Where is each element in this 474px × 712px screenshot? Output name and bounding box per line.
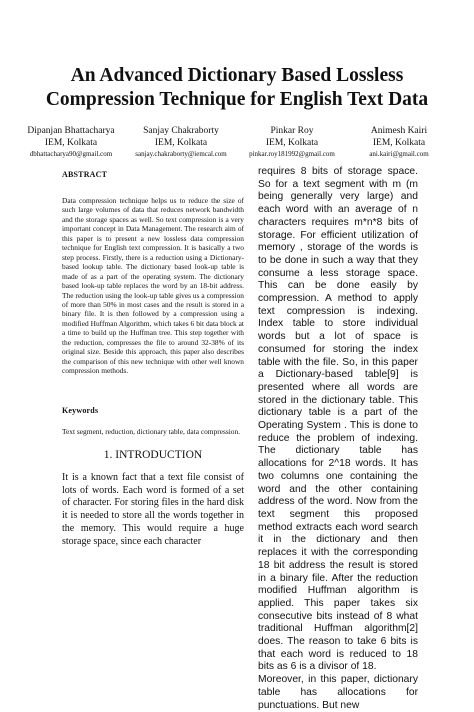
right-column-text xyxy=(258,166,418,712)
author-block xyxy=(340,126,458,159)
body-paragraph: Moreover, in this paper, dictionary table has allocations for punctuations. But new xyxy=(258,674,418,711)
abstract-heading: ABSTRACT xyxy=(62,170,108,179)
author-email: pinkar.roy181992@gmail.com xyxy=(249,150,335,158)
author-affiliation: IEM, Kolkata xyxy=(154,137,208,148)
paper-title xyxy=(0,64,474,112)
author-block xyxy=(122,126,240,159)
author-name: Pinkar Roy xyxy=(270,126,314,136)
abstract-text: Data compression technique helps us to reduce the size of such large volumes of data that reduces network bandwidth and the storage spaces as well. So text compression is a very important concept in Data Management. The research aim of this paper is to present a new lossless data compression technique for English text compression. It is basically a two step process. Firstly, there is a reduction using a Dictionary-based lookup table. The dictionary based look-up table is made of as a part of the operating system. The dictionary based look-up table replaces the word by an 18-bit address. The reduction using the look-up table gives us a compression of more than 50% in most cases and the result is stored in a binary file. It is then followed by a compression using a modified Huffman Algorithm, which takes 6 bit data block at a time to build up the Huffman tree. This step together with the reduction, compresses the file to around 32-38% of its original size. Beside this approach, this paper also describes the comparison of this new technique with other well known compression methods. xyxy=(62,196,244,376)
author-block xyxy=(240,126,344,159)
title-line-2: Compression Technique for English Text Data xyxy=(45,89,429,110)
author-block xyxy=(12,126,130,159)
author-affiliation: IEM, Kolkata xyxy=(44,137,98,148)
author-email: ani.kairi@gmail.com xyxy=(369,150,429,158)
keywords-text: Text segment, reduction, dictionary table, data compression. xyxy=(62,426,241,436)
author-name: Animesh Kairi xyxy=(370,126,428,136)
title-line-1: An Advanced Dictionary Based Lossless xyxy=(70,65,404,86)
keywords-heading: Keywords xyxy=(62,405,99,415)
left-column xyxy=(62,170,244,548)
introduction-text: It is a known fact that a text file consist of lots of words. Each word is formed of a set of character. For storing files in the hard disk it is needed to store all the words together in the memory. This would require a huge storage space, since each character xyxy=(62,472,244,547)
introduction-heading: 1. INTRODUCTION xyxy=(103,449,203,462)
author-email: sanjay.chakraborty@iemcal.com xyxy=(135,150,227,158)
right-column xyxy=(258,166,418,712)
author-affiliation: IEM, Kolkata xyxy=(372,137,426,148)
author-list xyxy=(0,126,474,166)
body-paragraph: requires 8 bits of storage space. So for a text segment with m (m being generally very large) and each word with an average of n characters requires m*n*8 bits of storage. For efficient utilization of memory , storage of the words is to be done in such a way that they consume a less storage space. This can be done easily by compression. A method to apply text compression is indexing. Index table to store individual words but a lot of space is consumed for storing the index table with the file. So, in this paper a Dictionary-based table[9] is presented where all words are stored in the dictionary table. This dictionary table is a part of the Operating System . This is done to reduce the problem of indexing. The dictionary table has allocations for 2^18 words. It has two columns one containing the word and the other containing address of the word. Now from the text segment this proposed method extracts each word search it in the dictionary and then replaces it with the corresponding 18 bit address the result is stored in a binary file. After the reduction modified Huffman algorithm is applied. This paper takes six consecutive bits instead of 8 what traditional Huffman algorithm[2] does. The reason to take 6 bits is that each word is reduced to 18 bits as 6 is a divisor of 18. xyxy=(258,166,418,673)
author-name: Dipanjan Bhattacharya xyxy=(27,126,115,136)
author-affiliation: IEM, Kolkata xyxy=(265,137,319,148)
author-email: dbhattacharya90@gmail.com xyxy=(29,150,113,158)
author-name: Sanjay Chakraborty xyxy=(143,126,219,136)
